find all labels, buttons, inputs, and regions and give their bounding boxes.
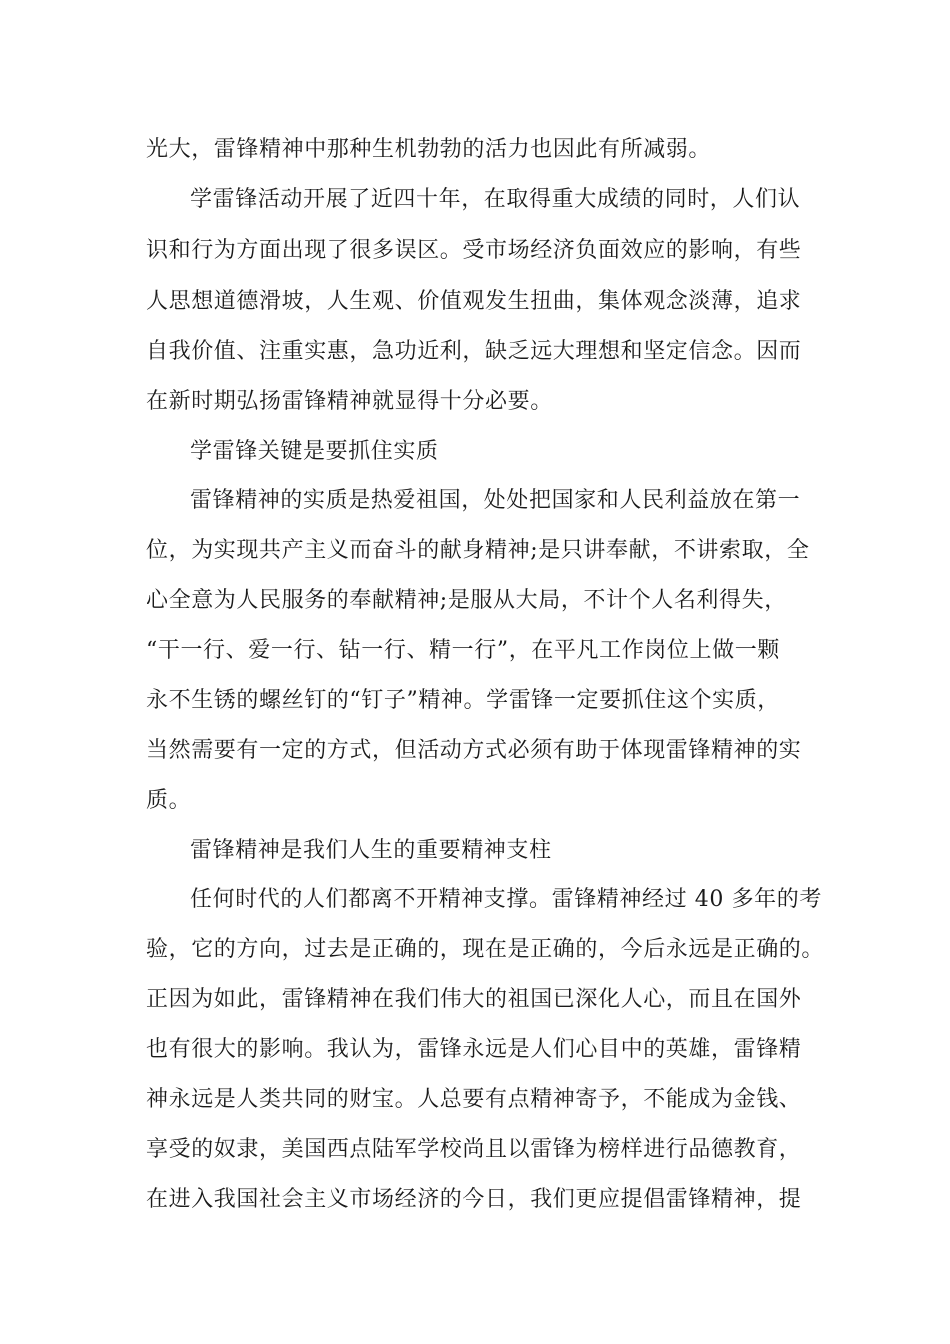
- text-line: 永不生锈的螺丝钉的“钉子”精神。学雷锋一定要抓住这个实质，: [146, 688, 780, 713]
- text-line: 正因为如此，雷锋精神在我们伟大的祖国已深化人心，而且在国外: [146, 987, 802, 1012]
- text-line: 神永远是人类共同的财宝。人总要有点精神寄予，不能成为金钱、: [146, 1087, 802, 1112]
- text-line: 在进入我国社会主义市场经济的今日，我们更应提倡雷锋精神，提: [146, 1187, 802, 1212]
- text-line: 验，它的方向，过去是正确的，现在是正确的，今后永远是正确的。: [146, 937, 825, 962]
- section-heading: 学雷锋关键是要抓住实质: [190, 439, 439, 464]
- text-line: 质。: [146, 788, 192, 813]
- text-line: “干一行、爱一行、钻一行、精一行”，在平凡工作岗位上做一颗: [146, 638, 780, 663]
- text-line: 位，为实现共产主义而奋斗的献身精神;是只讲奉献，不讲索取，全: [146, 538, 810, 563]
- paragraph-first-line: 雷锋精神的实质是热爱祖国，处处把国家和人民利益放在第一: [190, 488, 801, 513]
- section-heading: 雷锋精神是我们人生的重要精神支柱: [190, 838, 552, 863]
- text-line: 在新时期弘扬雷锋精神就显得十分必要。: [146, 389, 553, 414]
- text-line: 心全意为人民服务的奉献精神;是服从大局，不计个人名利得失，: [146, 588, 787, 613]
- text-line: 光大，雷锋精神中那种生机勃勃的活力也因此有所减弱。: [146, 137, 712, 162]
- paragraph-first-line: 学雷锋活动开展了近四十年，在取得重大成绩的同时，人们认: [190, 187, 801, 212]
- paragraph-first-line: 任何时代的人们都离不开精神支撑。雷锋精神经过 40 多年的考: [190, 887, 822, 912]
- text-line: 享受的奴隶，美国西点陆军学校尚且以雷锋为榜样进行品德教育，: [146, 1137, 802, 1162]
- text-line: 当然需要有一定的方式，但活动方式必须有助于体现雷锋精神的实: [146, 738, 802, 763]
- text-line: 人思想道德滑坡，人生观、价值观发生扭曲，集体观念淡薄，追求: [146, 289, 802, 314]
- text-line: 也有很大的影响。我认为，雷锋永远是人们心目中的英雄，雷锋精: [146, 1037, 802, 1062]
- text-line: 识和行为方面出现了很多误区。受市场经济负面效应的影响，有些: [146, 238, 802, 263]
- text-line: 自我价值、注重实惠，急功近利，缺乏远大理想和坚定信念。因而: [146, 339, 802, 364]
